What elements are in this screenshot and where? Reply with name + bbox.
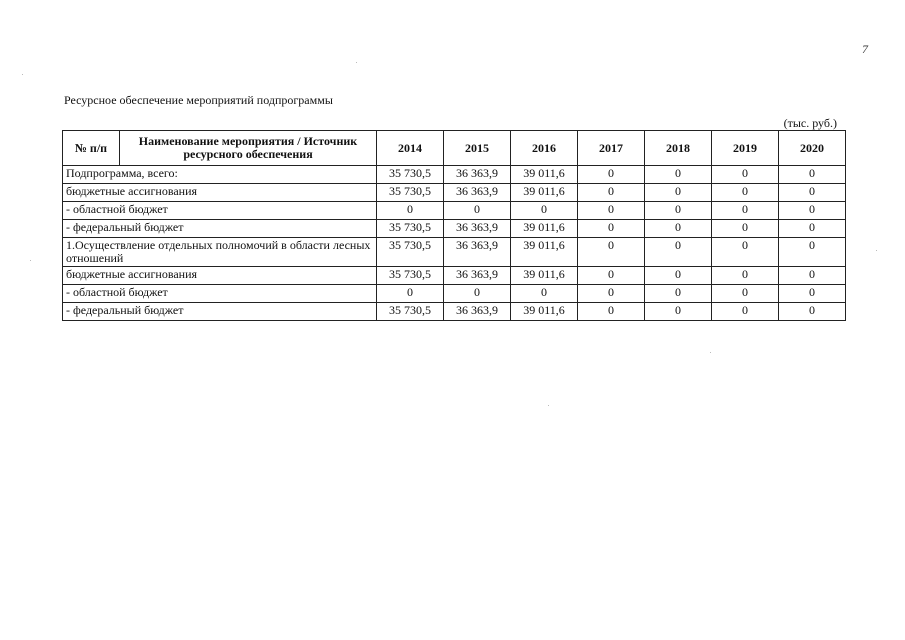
cell-value: 0	[377, 285, 444, 303]
header-num: № п/п	[63, 131, 120, 166]
scan-speck	[30, 260, 31, 261]
header-year: 2019	[712, 131, 779, 166]
scan-speck	[876, 250, 877, 251]
cell-value: 0	[779, 238, 846, 267]
cell-value: 0	[645, 166, 712, 184]
cell-value: 35 730,5	[377, 303, 444, 321]
cell-value: 0	[645, 184, 712, 202]
document-title: Ресурсное обеспечение мероприятий подпрограммы	[64, 93, 333, 107]
resource-table	[62, 130, 846, 321]
cell-value: 0	[712, 220, 779, 238]
cell-value: 0	[511, 202, 578, 220]
page-number-mark: 7	[862, 42, 868, 56]
table-row	[63, 303, 846, 321]
row-label: - областной бюджет	[63, 285, 377, 303]
cell-value: 0	[712, 267, 779, 285]
cell-value: 35 730,5	[377, 184, 444, 202]
header-year: 2018	[645, 131, 712, 166]
scan-speck	[710, 352, 711, 353]
table-row	[63, 202, 846, 220]
cell-value: 0	[712, 166, 779, 184]
header-name: Наименование мероприятия / Источник ресурсного обеспечения	[120, 131, 377, 166]
scan-speck	[548, 405, 549, 406]
cell-value: 0	[712, 202, 779, 220]
row-label: - федеральный бюджет	[63, 220, 377, 238]
header-year: 2020	[779, 131, 846, 166]
cell-value: 36 363,9	[444, 303, 511, 321]
cell-value: 0	[377, 202, 444, 220]
cell-value: 0	[578, 303, 645, 321]
cell-value: 0	[779, 267, 846, 285]
units-label: (тыс. руб.)	[783, 116, 837, 130]
cell-value: 0	[578, 220, 645, 238]
cell-value: 0	[578, 166, 645, 184]
cell-value: 39 011,6	[511, 184, 578, 202]
cell-value: 0	[645, 238, 712, 267]
cell-value: 35 730,5	[377, 238, 444, 267]
header-year: 2014	[377, 131, 444, 166]
cell-value: 36 363,9	[444, 238, 511, 267]
cell-value: 0	[645, 303, 712, 321]
row-label: 1.Осуществление отдельных полномочий в области лесных отношений	[63, 238, 377, 267]
table-row	[63, 166, 846, 184]
cell-value: 39 011,6	[511, 220, 578, 238]
cell-value: 0	[779, 202, 846, 220]
cell-value: 36 363,9	[444, 267, 511, 285]
cell-value: 0	[779, 166, 846, 184]
cell-value: 39 011,6	[511, 238, 578, 267]
cell-value: 0	[712, 303, 779, 321]
header-year: 2015	[444, 131, 511, 166]
cell-value: 0	[578, 285, 645, 303]
cell-value: 0	[645, 285, 712, 303]
cell-value: 0	[712, 184, 779, 202]
cell-value: 39 011,6	[511, 166, 578, 184]
cell-value: 0	[779, 184, 846, 202]
row-label: Подпрограмма, всего:	[63, 166, 377, 184]
row-label: бюджетные ассигнования	[63, 267, 377, 285]
cell-value: 36 363,9	[444, 184, 511, 202]
cell-value: 0	[511, 285, 578, 303]
header-year: 2017	[578, 131, 645, 166]
cell-value: 0	[645, 267, 712, 285]
cell-value: 0	[444, 285, 511, 303]
cell-value: 39 011,6	[511, 303, 578, 321]
scan-speck	[356, 62, 357, 63]
cell-value: 0	[645, 220, 712, 238]
table-row	[63, 267, 846, 285]
cell-value: 0	[578, 202, 645, 220]
table-row	[63, 285, 846, 303]
scan-speck	[22, 74, 23, 75]
cell-value: 0	[578, 184, 645, 202]
cell-value: 0	[712, 285, 779, 303]
table-row	[63, 184, 846, 202]
table-header-row	[63, 131, 846, 166]
cell-value: 0	[779, 285, 846, 303]
cell-value: 35 730,5	[377, 166, 444, 184]
cell-value: 35 730,5	[377, 220, 444, 238]
cell-value: 0	[779, 220, 846, 238]
cell-value: 0	[444, 202, 511, 220]
row-label: бюджетные ассигнования	[63, 184, 377, 202]
cell-value: 0	[645, 202, 712, 220]
row-label: - областной бюджет	[63, 202, 377, 220]
row-label: - федеральный бюджет	[63, 303, 377, 321]
table-row	[63, 220, 846, 238]
cell-value: 35 730,5	[377, 267, 444, 285]
table-row	[63, 238, 846, 267]
cell-value: 0	[578, 238, 645, 267]
cell-value: 36 363,9	[444, 220, 511, 238]
header-year: 2016	[511, 131, 578, 166]
cell-value: 36 363,9	[444, 166, 511, 184]
cell-value: 0	[578, 267, 645, 285]
cell-value: 0	[779, 303, 846, 321]
cell-value: 39 011,6	[511, 267, 578, 285]
cell-value: 0	[712, 238, 779, 267]
